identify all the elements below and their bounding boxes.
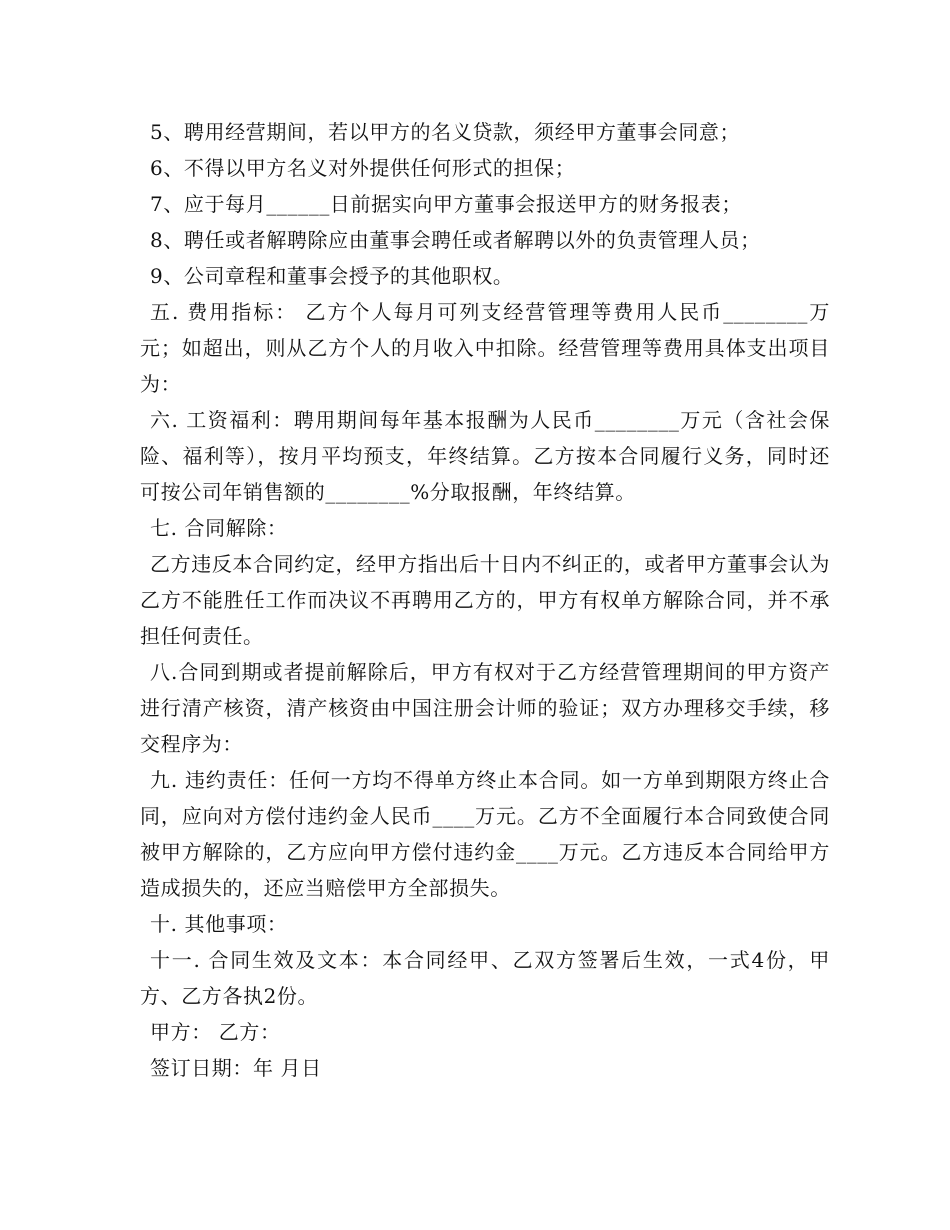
clause-9: 9、公司章程和董事会授予的其他职权。 bbox=[150, 264, 514, 288]
section-other-matters: 十. 其他事项： bbox=[150, 912, 288, 936]
section-breach-liability: 九. 违约责任：任何一方均不得单方终止本合同。如一方单到期限方终止合同，应向对方偿付违约金人民币____万元。乙方不全面履行本合同致使合同被甲方解除的，乙方应向甲方偿付违约金____万元。乙方违反本合同给甲方造成损失的，还应当赔偿甲方全部损失。 bbox=[140, 768, 830, 900]
section-expense-indicator: 五. 费用指标： 乙方个人每月可列支经营管理等费用人民币________万元；如超出，则从乙方个人的月收入中扣除。经营管理等费用具体支出项目为： bbox=[140, 300, 830, 396]
section-effectiveness-copies: 十一. 合同生效及文本：本合同经甲、乙双方签署后生效，一式4份，甲方、乙方各执2份。 bbox=[140, 948, 830, 1008]
signature-parties: 甲方： 乙方： bbox=[150, 1020, 281, 1044]
section-contract-termination-heading: 七. 合同解除： bbox=[150, 516, 288, 540]
signing-date: 签订日期：年 月日 bbox=[150, 1056, 322, 1080]
section-expiry-handover: 八.合同到期或者提前解除后，甲方有权对于乙方经营管理期间的甲方资产进行清产核资，清产核资由中国注册会计师的验证；双方办理移交手续，移交程序为： bbox=[140, 660, 830, 756]
clause-7: 7、应于每月______日前据实向甲方董事会报送甲方的财务报表； bbox=[150, 192, 742, 216]
clause-5: 5、聘用经营期间，若以甲方的名义贷款，须经甲方董事会同意； bbox=[150, 120, 741, 144]
clause-8: 8、聘任或者解聘除应由董事会聘任或者解聘以外的负责管理人员； bbox=[150, 228, 761, 252]
document-body bbox=[140, 114, 830, 1086]
clause-6: 6、不得以甲方名义对外提供任何形式的担保； bbox=[150, 156, 576, 180]
section-salary-welfare: 六. 工资福利：聘用期间每年基本报酬为人民币________万元（含社会保险、福利等），按月平均预支，年终结算。乙方按本合同履行义务，同时还可按公司年销售额的________%分取报酬，年终结算。 bbox=[140, 408, 830, 504]
section-contract-termination-body: 乙方违反本合同约定，经甲方指出后十日内不纠正的，或者甲方董事会认为乙方不能胜任工作而决议不再聘用乙方的，甲方有权单方解除合同，并不承担任何责任。 bbox=[140, 552, 830, 648]
